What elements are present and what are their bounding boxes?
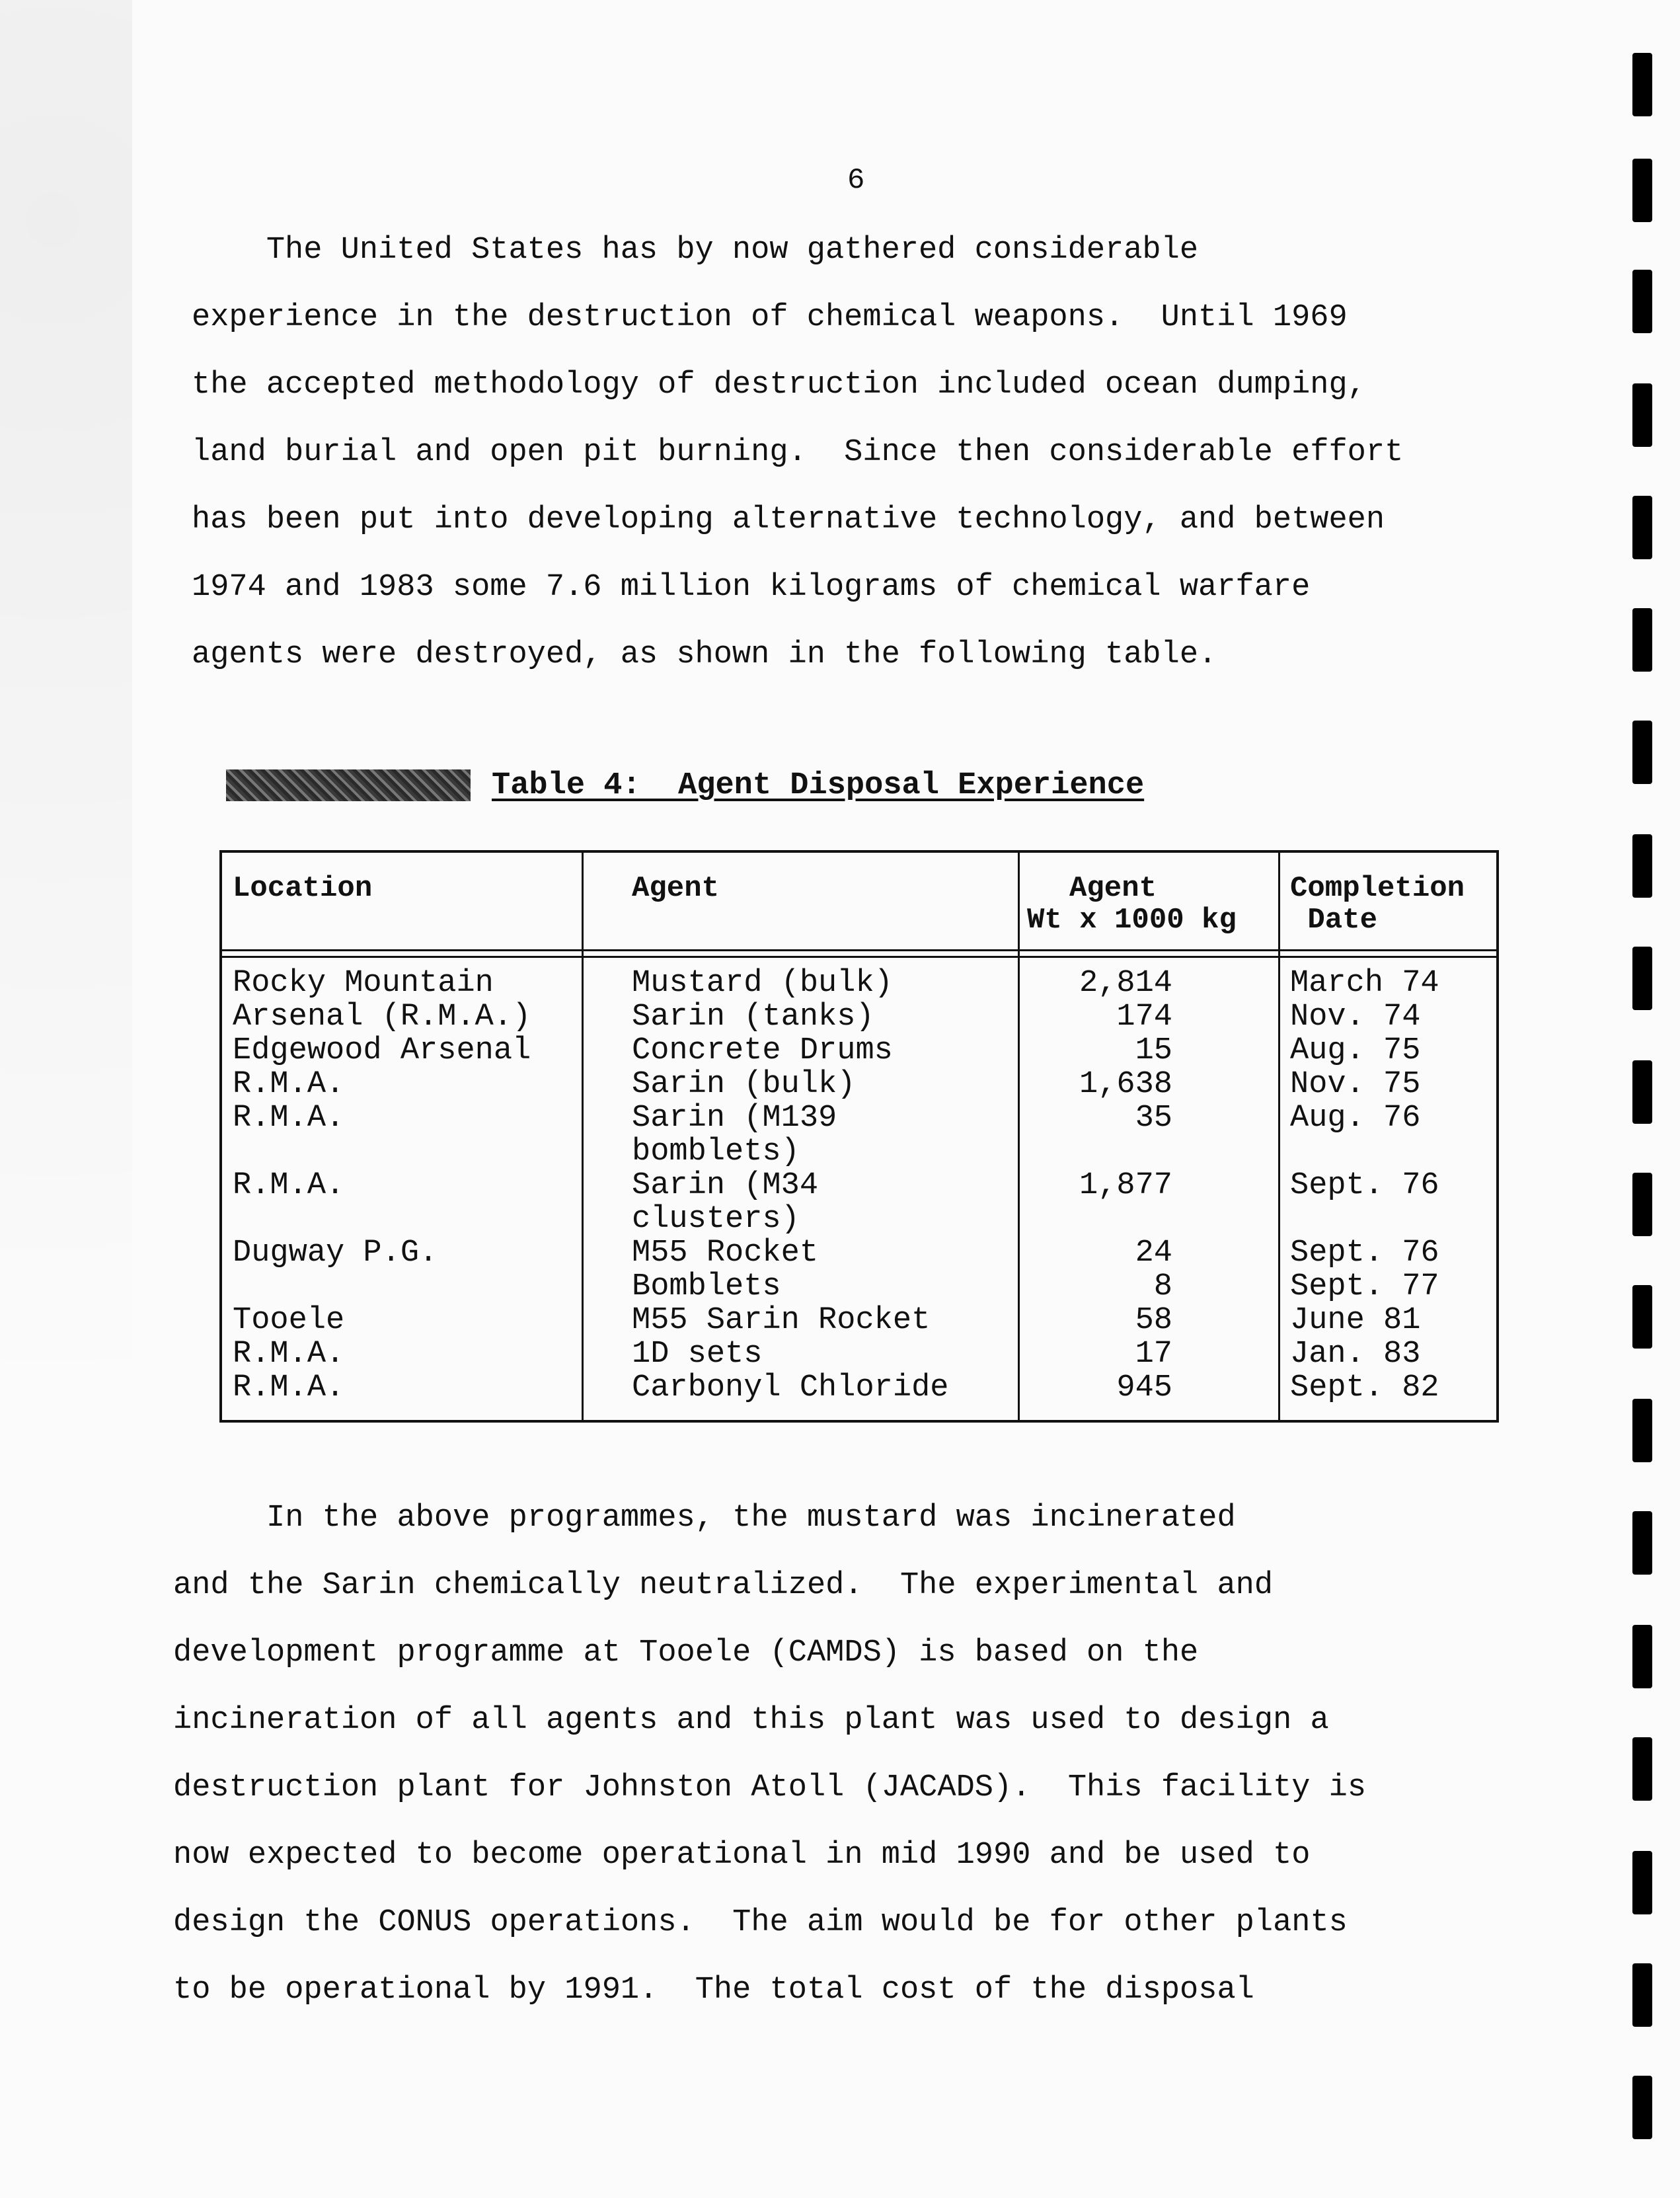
cell-weight: 1,638: [1079, 1067, 1172, 1102]
edge-mark: [1632, 1173, 1652, 1236]
header-divider: [222, 956, 1496, 958]
edge-mark: [1632, 1625, 1652, 1688]
cell-date: Nov. 75: [1290, 1067, 1421, 1102]
edge-mark: [1632, 1399, 1652, 1462]
cell-location: Tooele: [233, 1303, 345, 1338]
cell-agent: Carbonyl Chloride: [632, 1370, 949, 1405]
cell-date: Aug. 76: [1290, 1101, 1421, 1136]
edge-mark: [1632, 270, 1652, 333]
cell-date: Sept. 82: [1290, 1370, 1439, 1405]
edge-mark: [1632, 53, 1652, 116]
edge-mark: [1632, 1285, 1652, 1349]
edge-mark: [1632, 383, 1652, 447]
header-date-line1: Completion: [1290, 872, 1465, 905]
paragraph-line: now expected to become operational in mid 1990 and be used to: [173, 1838, 1311, 1873]
cell-weight: 35: [1135, 1101, 1172, 1136]
edge-mark: [1632, 1851, 1652, 1914]
edge-mark: [1632, 1737, 1652, 1801]
agent-disposal-table: [219, 850, 1499, 1423]
edge-mark: [1632, 159, 1652, 222]
edge-mark: [1632, 496, 1652, 559]
paragraph-line: design the CONUS operations. The aim would be for other plants: [173, 1905, 1348, 1940]
cell-agent: Concrete Drums: [632, 1033, 893, 1068]
cell-location: R.M.A.: [233, 1067, 345, 1102]
cell-agent: Sarin (M34: [632, 1168, 819, 1203]
cell-date: Sept. 76: [1290, 1168, 1439, 1203]
cell-location: R.M.A.: [233, 1370, 345, 1405]
cell-agent: clusters): [632, 1202, 800, 1237]
column-divider: [1278, 853, 1280, 1420]
cell-date: Aug. 75: [1290, 1033, 1421, 1068]
cell-agent: 1D sets: [632, 1337, 763, 1372]
cell-location: Rocky Mountain: [233, 966, 494, 1001]
edge-mark: [1632, 2076, 1652, 2139]
table-caption: [226, 768, 1144, 803]
paragraph-line: to be operational by 1991. The total cost of the disposal: [173, 1973, 1254, 2008]
paragraph-line: and the Sarin chemically neutralized. The experimental and: [173, 1568, 1274, 1603]
cell-agent: Mustard (bulk): [632, 966, 893, 1001]
cell-weight: 174: [1116, 1000, 1172, 1035]
paragraph-line: has been put into developing alternative technology, and between: [192, 502, 1385, 537]
edge-mark: [1632, 1060, 1652, 1124]
cell-weight: 1,877: [1079, 1168, 1172, 1203]
cell-weight: 17: [1135, 1337, 1172, 1372]
cell-date: Sept. 76: [1290, 1236, 1439, 1271]
paragraph-line: land burial and open pit burning. Since then considerable effort: [192, 435, 1404, 470]
cell-location: R.M.A.: [233, 1337, 345, 1372]
cell-date: Jan. 83: [1290, 1337, 1421, 1372]
cell-location: Edgewood Arsenal: [233, 1033, 531, 1068]
edge-mark: [1632, 834, 1652, 898]
edge-mark: [1632, 947, 1652, 1010]
cell-weight: 2,814: [1079, 966, 1172, 1001]
edge-mark: [1632, 1511, 1652, 1575]
paragraph-line: development programme at Tooele (CAMDS) is based on the: [173, 1635, 1199, 1670]
edge-mark: [1632, 608, 1652, 672]
cell-agent: M55 Rocket: [632, 1236, 819, 1271]
paragraph-line: 1974 and 1983 some 7.6 million kilograms of chemical warfare: [192, 570, 1311, 605]
edge-mark: [1632, 1963, 1652, 2027]
column-divider: [582, 853, 584, 1420]
cell-agent: Bomblets: [632, 1269, 781, 1304]
cell-location: Dugway P.G.: [233, 1236, 438, 1271]
header-agent: Agent: [632, 872, 720, 905]
column-divider: [1018, 853, 1020, 1420]
redaction-block: [226, 769, 471, 801]
edge-mark: [1632, 721, 1652, 784]
paragraph-line: The United States has by now gathered considerable: [192, 233, 1199, 268]
page-number: 6: [847, 164, 865, 197]
paragraph-line: destruction plant for Johnston Atoll (JACADS). This facility is: [173, 1770, 1367, 1805]
paragraph-line: incineration of all agents and this plant was used to design a: [173, 1703, 1329, 1738]
cell-date: March 74: [1290, 966, 1439, 1001]
scan-noise: [0, 0, 132, 2198]
cell-agent: Sarin (tanks): [632, 1000, 874, 1035]
cell-date: Sept. 77: [1290, 1269, 1439, 1304]
cell-agent: Sarin (bulk): [632, 1067, 856, 1102]
paragraph-line: the accepted methodology of destruction included ocean dumping,: [192, 368, 1366, 403]
header-location: Location: [233, 872, 373, 905]
table-title: Table 4: Agent Disposal Experience: [492, 767, 1145, 803]
cell-weight: 8: [1153, 1269, 1172, 1304]
header-date-line2: Date: [1290, 904, 1378, 937]
header-divider: [222, 949, 1496, 951]
cell-agent: bomblets): [632, 1134, 800, 1169]
paragraph-line: In the above programmes, the mustard was incinerated: [173, 1501, 1236, 1536]
paragraph-line: agents were destroyed, as shown in the following table.: [192, 637, 1217, 672]
header-weight-line1: Agent: [1069, 872, 1157, 905]
header-weight-line2: Wt x 1000 kg: [1027, 904, 1237, 937]
cell-agent: Sarin (M139: [632, 1101, 837, 1136]
cell-weight: 945: [1116, 1370, 1172, 1405]
cell-location: Arsenal (R.M.A.): [233, 1000, 531, 1035]
cell-date: June 81: [1290, 1303, 1421, 1338]
cell-weight: 58: [1135, 1303, 1172, 1338]
cell-weight: 24: [1135, 1236, 1172, 1271]
cell-location: R.M.A.: [233, 1101, 345, 1136]
cell-weight: 15: [1135, 1033, 1172, 1068]
paragraph-line: experience in the destruction of chemical weapons. Until 1969: [192, 300, 1348, 335]
cell-location: R.M.A.: [233, 1168, 345, 1203]
cell-date: Nov. 74: [1290, 1000, 1421, 1035]
cell-agent: M55 Sarin Rocket: [632, 1303, 931, 1338]
